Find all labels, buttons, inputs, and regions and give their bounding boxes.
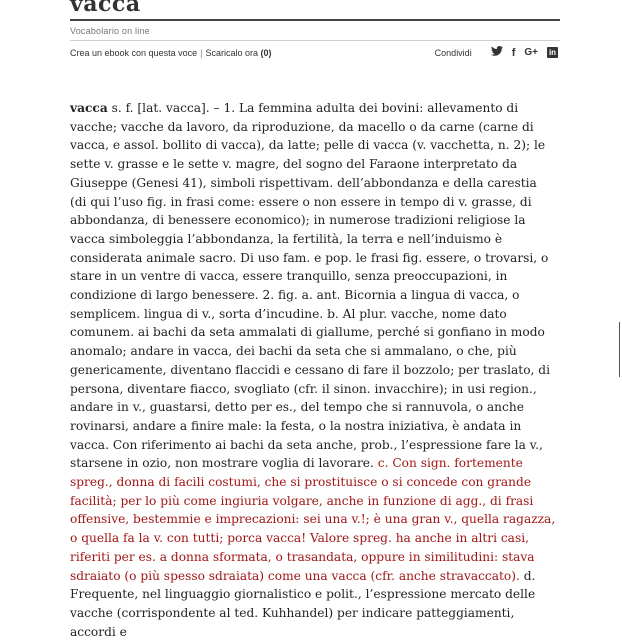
link-separator: |	[200, 48, 203, 58]
definition-highlight-red: c. Con sign. fortemente spreg., donna di facili costumi, che si prostituisce o si concede con grande facilità; per lo più come ingiuria volgare, anche in funzione di agg., di frasi offensive, bestemmie e imprecazioni: sei una v.!; è una gran v., quella ragazza, o quella fa la v. con tutti; porca vacca! Valore spreg. ha anche in altri casi, riferiti per es. a donna sformata, o trasandata, oppure in similitudini: stava sdraiato (o più spesso sdraiata) come una vacca (cfr. anche stravaccato).	[70, 456, 556, 583]
entry-headword: vacca	[70, 101, 108, 115]
definition-text	[70, 99, 556, 641]
download-count: (0)	[260, 48, 272, 58]
title-divider	[70, 19, 560, 21]
download-link[interactable]: Scaricalo ora	[205, 48, 258, 58]
definition-continuation: d. Frequente, nel linguaggio giornalistico e polit., l’espressione mercato delle vacche (corrispondente al ted. Kuhhandel) per indicare patteggiamenti, accordi e	[70, 568, 536, 639]
ebook-links	[70, 48, 271, 58]
facebook-icon[interactable]: f	[511, 46, 516, 59]
create-ebook-link[interactable]: Crea un ebook con questa voce	[70, 48, 198, 58]
google-plus-icon[interactable]: G+	[524, 46, 538, 58]
source-subtitle: Vocabolario on line	[70, 26, 150, 36]
scrollbar-thumb[interactable]	[619, 322, 620, 377]
entry-body	[70, 99, 556, 641]
linkedin-icon[interactable]: in	[548, 48, 557, 57]
definition-main: allevamento di vacche; vacche da lavoro, da riproduzione, da macello o da carne (carne di vacca, e assol. bollito di vacca), da latte; pelle di vacca (v. vacchetta, n. 2); le sette v. grasse e le sette v. magre, del sogno del Faraone interpretato da Giuseppe (Genesi 41), simboli rispettivam. dell’abbondanza e della carestia (di qui l’uso fig. in frasi come: essere o non essere in tempo di v. grasse, di abbondanza, di benessere economico); in numerose tradizioni religiose la vacca simboleggia l’abbondanza, la fertilità, la terra e nell’induismo è considerata animale sacro. Di uso fam. e pop. le frasi fig. essere, o trovarsi, o stare in un ventre di vacca, essere tranquillo, senza preoccupazioni, in condizione di largo benessere. 2. fig. a. ant. Bicornia a lingua di vacca, o semplicem. lingua di v., sorta d’incudine. b. Al plur. vacche, nome dato comunem. ai bachi da seta ammalati di giallume, perché si gonfiano in modo anomalo; andare in vacca, dei bachi da seta che si ammalano, o che, più genericamente, diventano flaccidi e cessano di fare il bozzolo; per traslato, di persona, diventare fiacco, svogliato (cfr. il sinon. invacchire); in usi region., andare in v., guastarsi, detto per es., del tempo che si rannuvola, o anche rovinarsi, andare a finire male: la festa, o la nostra iniziativa, è andata in vacca. Con riferimento ai bachi da seta anche, prob., l’espressione fare la v., starsene in ozio, non mostrare voglia di lavorare.	[70, 101, 550, 471]
subtitle-divider	[70, 40, 560, 41]
share-label: Condividi	[434, 47, 472, 58]
share-bar	[435, 46, 558, 59]
page-title: vacca	[70, 0, 141, 17]
twitter-icon[interactable]	[491, 46, 503, 59]
entry-meta: s. f. [lat. vacca]. – 1. La femmina adulta dei bovini:	[111, 101, 424, 115]
